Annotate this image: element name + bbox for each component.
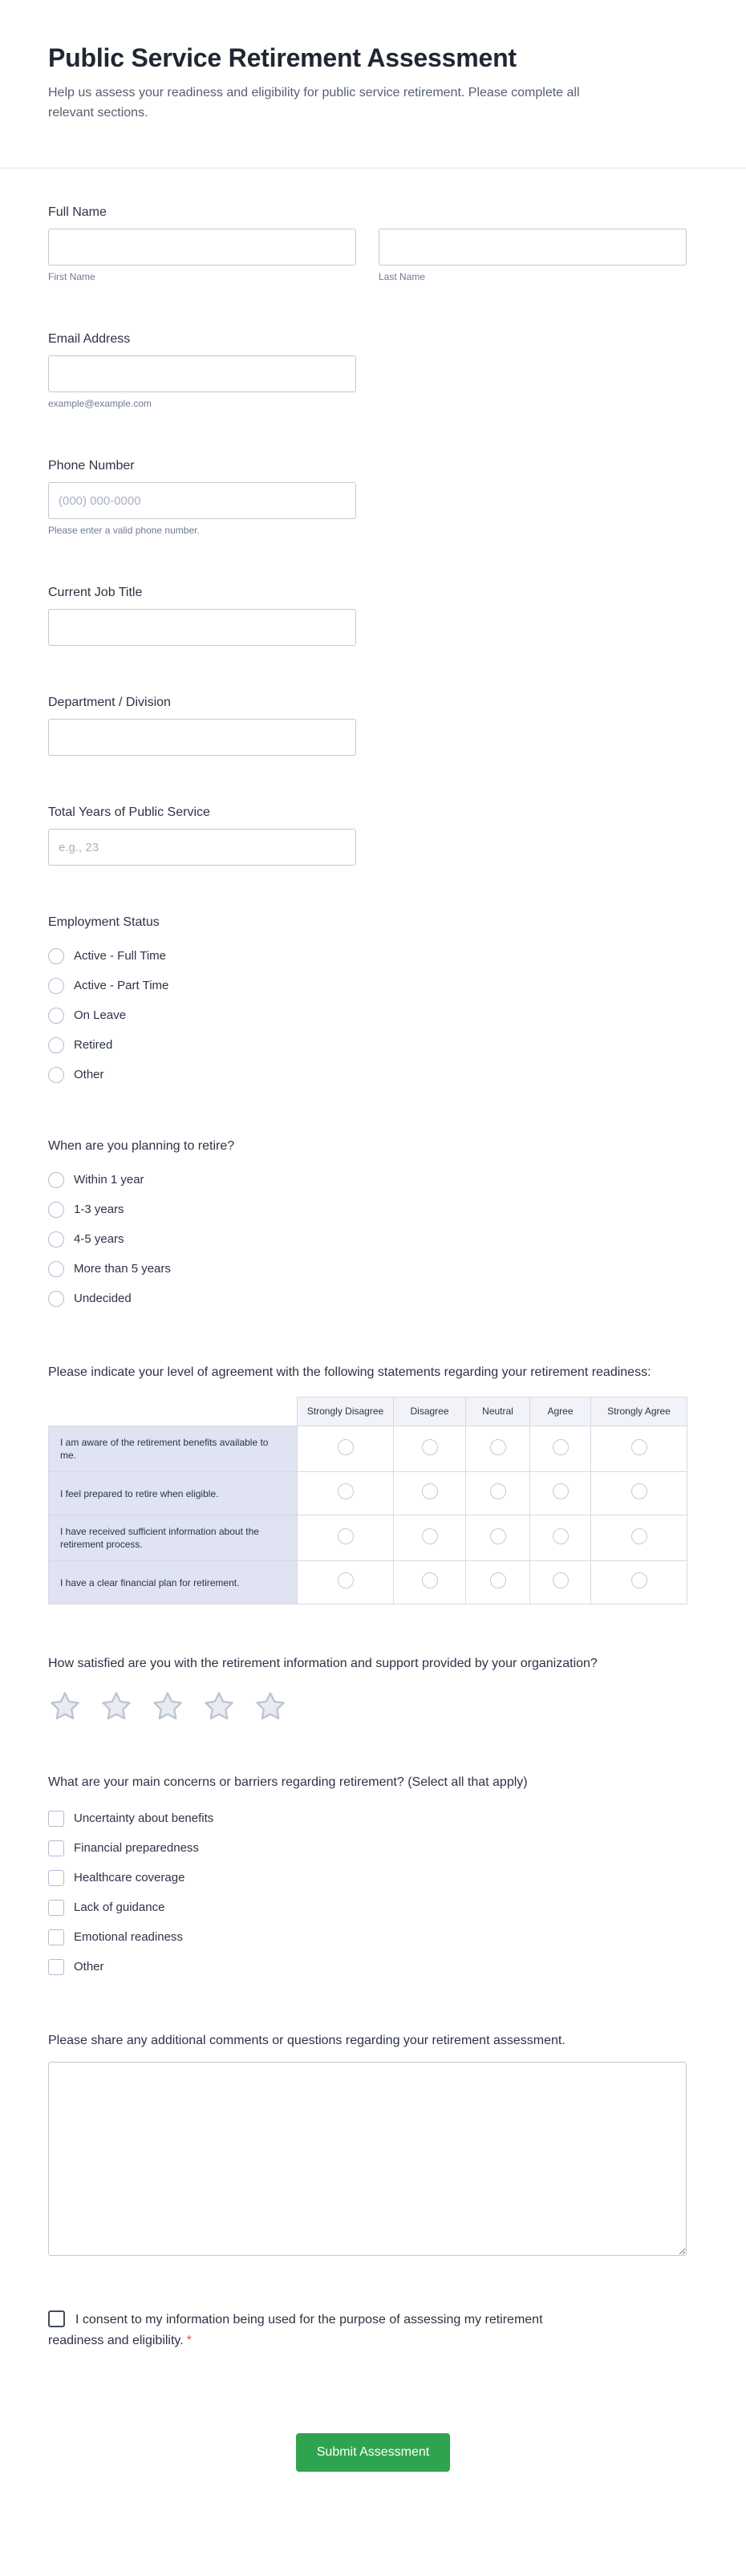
star-icon[interactable] <box>202 1690 236 1723</box>
checkbox-option-label: Uncertainty about benefits <box>74 1811 214 1825</box>
required-asterisk: * <box>186 2334 192 2347</box>
consent-label: I consent to my information being used for the purpose of assessing my retirement readiness and eligibility. <box>48 2313 543 2347</box>
radio-option-within-1-year[interactable] <box>48 1165 698 1195</box>
radio-option-more-than-5-years[interactable] <box>48 1254 698 1284</box>
radio-option-1-3-years[interactable] <box>48 1195 698 1224</box>
form-body <box>0 168 746 2576</box>
matrix-col-header: Agree <box>530 1398 591 1426</box>
matrix-cell[interactable] <box>298 1472 394 1515</box>
radio-option-4-5-years[interactable] <box>48 1224 698 1254</box>
comments-textarea[interactable] <box>48 2062 687 2256</box>
matrix-cell[interactable] <box>298 1515 394 1561</box>
employment-status-options <box>48 941 698 1089</box>
radio-icon[interactable] <box>490 1572 506 1588</box>
matrix-cell[interactable] <box>298 1561 394 1604</box>
radio-icon[interactable] <box>48 1008 64 1024</box>
radio-icon[interactable] <box>490 1528 506 1544</box>
matrix-cell[interactable] <box>530 1515 591 1561</box>
field-employment-status <box>48 915 698 1089</box>
matrix-cell[interactable] <box>591 1426 687 1472</box>
employment-status-label: Employment Status <box>48 915 160 929</box>
matrix-row-label: I have received sufficient information about the retirement process. <box>49 1515 298 1561</box>
matrix-cell[interactable] <box>298 1426 394 1472</box>
radio-option-other[interactable] <box>48 1060 698 1089</box>
checkbox-option-healthcare-coverage[interactable] <box>48 1863 698 1892</box>
radio-icon[interactable] <box>48 1067 64 1083</box>
matrix-corner-cell <box>49 1398 298 1426</box>
radio-option-label: Undecided <box>74 1292 132 1305</box>
radio-icon[interactable] <box>422 1528 438 1544</box>
submit-row <box>48 2425 698 2520</box>
field-concerns <box>48 1773 698 1982</box>
concerns-label: What are your main concerns or barriers regarding retirement? (Select all that apply) <box>48 1775 528 1789</box>
matrix-cell[interactable] <box>394 1472 466 1515</box>
radio-icon[interactable] <box>422 1439 438 1455</box>
radio-option-label: Retired <box>74 1038 113 1052</box>
matrix-row <box>49 1472 687 1515</box>
field-comments <box>48 2031 698 2260</box>
first-name-col <box>48 229 356 282</box>
form-header <box>0 0 746 168</box>
radio-icon[interactable] <box>48 1261 64 1277</box>
years-service-label: Total Years of Public Service <box>48 805 210 819</box>
checkbox-icon[interactable] <box>48 1840 64 1856</box>
submit-button[interactable]: Submit Assessment <box>296 2433 451 2472</box>
matrix-cell[interactable] <box>530 1426 591 1472</box>
page-title: Public Service Retirement Assessment <box>48 43 517 72</box>
matrix-table <box>48 1397 687 1604</box>
matrix-col-header: Strongly Agree <box>591 1398 687 1426</box>
checkbox-option-emotional-readiness[interactable] <box>48 1922 698 1952</box>
radio-icon[interactable] <box>338 1483 354 1499</box>
field-satisfaction <box>48 1654 698 1723</box>
radio-icon[interactable] <box>48 1037 64 1053</box>
star-icon[interactable] <box>253 1690 287 1723</box>
radio-icon[interactable] <box>48 978 64 994</box>
matrix-row <box>49 1515 687 1561</box>
checkbox-option-other[interactable] <box>48 1952 698 1982</box>
radio-option-active-full-time[interactable] <box>48 941 698 971</box>
checkbox-icon[interactable] <box>48 1870 64 1886</box>
radio-icon[interactable] <box>338 1528 354 1544</box>
radio-option-label: Active - Part Time <box>74 979 169 992</box>
matrix-row <box>49 1426 687 1472</box>
satisfaction-label: How satisfied are you with the retirement information and support provided by your organization? <box>48 1657 598 1670</box>
matrix-row-label: I feel prepared to retire when eligible. <box>49 1472 298 1515</box>
field-email <box>48 332 698 409</box>
consent-field <box>48 2310 578 2351</box>
matrix-col-header: Disagree <box>394 1398 466 1426</box>
radio-icon[interactable] <box>553 1439 569 1455</box>
radio-option-label: Within 1 year <box>74 1173 144 1187</box>
matrix-row-label: I am aware of the retirement benefits available to me. <box>49 1426 298 1472</box>
matrix-cell[interactable] <box>394 1515 466 1561</box>
radio-icon[interactable] <box>338 1439 354 1455</box>
last-name-col <box>379 229 687 282</box>
radio-icon[interactable] <box>48 1202 64 1218</box>
last-name-sublabel: Last Name <box>379 271 426 282</box>
radio-option-on-leave[interactable] <box>48 1000 698 1030</box>
checkbox-option-label: Healthcare coverage <box>74 1871 185 1884</box>
radio-icon[interactable] <box>422 1572 438 1588</box>
page-subtitle: Help us assess your readiness and eligibility for public service retirement. Please complete all relevant sections. <box>48 86 580 120</box>
email-field[interactable] <box>48 355 356 392</box>
checkbox-option-label: Other <box>74 1960 104 1974</box>
field-full-name <box>48 205 698 282</box>
job-title-label: Current Job Title <box>48 586 143 599</box>
email-label: Email Address <box>48 332 131 346</box>
checkbox-option-label: Financial preparedness <box>74 1841 199 1855</box>
matrix-row <box>49 1561 687 1604</box>
phone-sublabel: Please enter a valid phone number. <box>48 525 200 536</box>
radio-icon[interactable] <box>553 1528 569 1544</box>
phone-label: Phone Number <box>48 459 135 473</box>
checkbox-option-label: Emotional readiness <box>74 1930 183 1944</box>
checkbox-icon[interactable] <box>48 1929 64 1945</box>
star-icon[interactable] <box>99 1690 133 1723</box>
star-icon[interactable] <box>151 1690 184 1723</box>
name-row <box>48 229 687 282</box>
concerns-options <box>48 1803 698 1982</box>
radio-icon[interactable] <box>631 1572 647 1588</box>
matrix-cell[interactable] <box>466 1515 530 1561</box>
radio-option-label: On Leave <box>74 1008 127 1022</box>
radio-icon[interactable] <box>631 1483 647 1499</box>
matrix-cell[interactable] <box>591 1472 687 1515</box>
field-department <box>48 696 698 756</box>
email-sublabel: example@example.com <box>48 398 152 409</box>
matrix-cell[interactable] <box>466 1561 530 1604</box>
radio-icon[interactable] <box>631 1439 647 1455</box>
radio-option-label: More than 5 years <box>74 1262 171 1276</box>
radio-option-label: Other <box>74 1068 104 1081</box>
matrix-cell[interactable] <box>530 1472 591 1515</box>
radio-option-active-part-time[interactable] <box>48 971 698 1000</box>
matrix-col-header: Strongly Disagree <box>298 1398 394 1426</box>
department-field[interactable] <box>48 719 356 756</box>
radio-option-label: 1-3 years <box>74 1203 124 1216</box>
checkbox-icon[interactable] <box>48 1959 64 1975</box>
consent-checkbox[interactable] <box>48 2310 65 2327</box>
checkbox-option-lack-of-guidance[interactable] <box>48 1892 698 1922</box>
matrix-cell[interactable] <box>591 1561 687 1604</box>
radio-icon[interactable] <box>48 1291 64 1307</box>
radio-option-retired[interactable] <box>48 1030 698 1060</box>
radio-icon[interactable] <box>48 1172 64 1188</box>
radio-icon[interactable] <box>490 1439 506 1455</box>
retirement-plan-options <box>48 1165 698 1313</box>
star-rating <box>48 1690 698 1723</box>
department-label: Department / Division <box>48 696 171 709</box>
star-icon[interactable] <box>48 1690 82 1723</box>
job-title-field[interactable] <box>48 609 356 646</box>
retirement-plan-label: When are you planning to retire? <box>48 1139 235 1153</box>
radio-option-undecided[interactable] <box>48 1284 698 1313</box>
radio-icon[interactable] <box>48 948 64 964</box>
matrix-col-header: Neutral <box>466 1398 530 1426</box>
years-service-field[interactable] <box>48 829 356 866</box>
full-name-label: Full Name <box>48 205 107 219</box>
checkbox-option-financial-preparedness[interactable] <box>48 1833 698 1863</box>
first-name-field[interactable] <box>48 229 356 266</box>
matrix-header-row <box>49 1398 687 1426</box>
field-years-service <box>48 805 698 866</box>
field-job-title <box>48 586 698 646</box>
radio-icon[interactable] <box>553 1483 569 1499</box>
checkbox-option-uncertainty-about-benefits[interactable] <box>48 1803 698 1833</box>
radio-option-label: Active - Full Time <box>74 949 167 963</box>
matrix-cell[interactable] <box>591 1515 687 1561</box>
checkbox-icon[interactable] <box>48 1811 64 1827</box>
first-name-sublabel: First Name <box>48 271 95 282</box>
radio-icon[interactable] <box>490 1483 506 1499</box>
radio-icon[interactable] <box>48 1231 64 1247</box>
checkbox-option-label: Lack of guidance <box>74 1901 165 1914</box>
phone-field[interactable] <box>48 482 356 519</box>
field-phone <box>48 459 698 536</box>
matrix-cell[interactable] <box>394 1426 466 1472</box>
radio-icon[interactable] <box>631 1528 647 1544</box>
matrix-cell[interactable] <box>530 1561 591 1604</box>
checkbox-icon[interactable] <box>48 1900 64 1916</box>
last-name-field[interactable] <box>379 229 687 266</box>
radio-icon[interactable] <box>338 1572 354 1588</box>
comments-label: Please share any additional comments or questions regarding your retirement assessment. <box>48 2034 566 2047</box>
matrix-row-label: I have a clear financial plan for retirement. <box>49 1561 298 1604</box>
matrix-cell[interactable] <box>466 1426 530 1472</box>
radio-icon[interactable] <box>422 1483 438 1499</box>
matrix-cell[interactable] <box>394 1561 466 1604</box>
radio-option-label: 4-5 years <box>74 1232 124 1246</box>
field-retirement-plan <box>48 1139 698 1313</box>
field-agreement-matrix <box>48 1363 698 1604</box>
matrix-wrap <box>48 1397 698 1604</box>
radio-icon[interactable] <box>553 1572 569 1588</box>
matrix-cell[interactable] <box>466 1472 530 1515</box>
matrix-question-label: Please indicate your level of agreement with the following statements regarding your retirement readiness: <box>48 1365 651 1379</box>
